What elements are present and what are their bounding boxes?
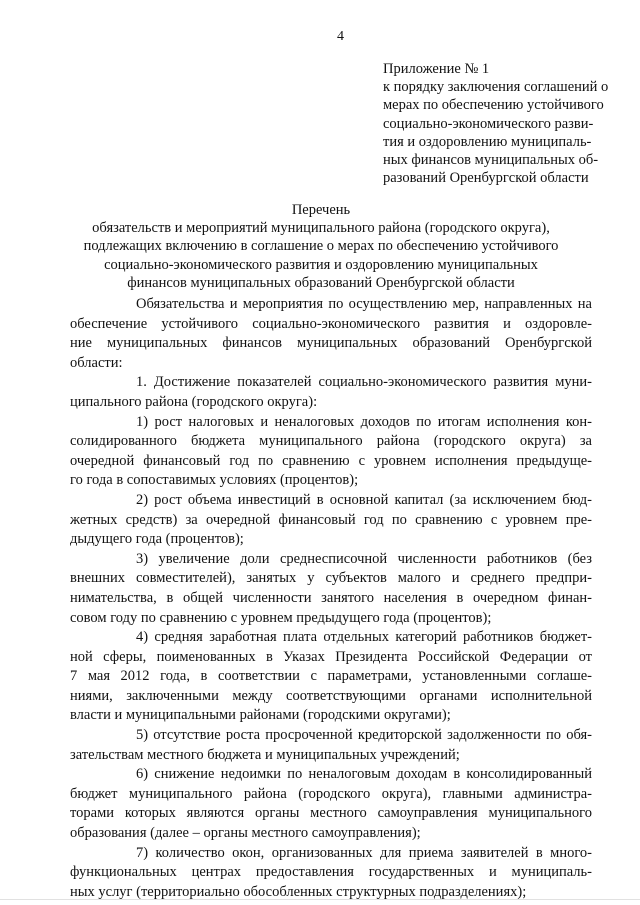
body-line: ниями, заключенными между соответствующими органами исполнительной [70, 687, 592, 704]
body-line: бюджет муниципального района (городского округа), главными администра- [70, 785, 592, 802]
appendix-header [383, 60, 618, 187]
appendix-line: мерах по обеспечению устойчивого [383, 97, 604, 114]
body-line: 7) количество окон, организованных для приема заявителей в много- [136, 844, 592, 861]
body-line: нимательства, в общей численности занятого населения в очередном финан- [70, 589, 592, 606]
body-line: внешних совместителей), занятых у субъектов малого и среднего предпри- [70, 570, 592, 587]
appendix-line: Приложение № 1 [383, 61, 490, 77]
body-line: 6) снижение недоимки по неналоговым доходам в консолидированный [136, 766, 592, 783]
body-line: 5) отсутствие роста просроченной кредиторской задолженности по обя- [136, 727, 592, 744]
title-line: обязательств и мероприятий муниципального района (городского округа), [92, 220, 550, 237]
appendix-line: разований Оренбургской области [383, 170, 589, 187]
body-line: 2) рост объема инвестиций в основной капитал (за исключением бюд- [136, 491, 592, 508]
body-line: 3) увеличение доли среднесписочной численности работников (без [136, 550, 592, 567]
body-line: го года в сопоставимых условиях (процентов); [70, 472, 359, 489]
document-title [56, 201, 586, 292]
body-line: власти и муниципальными районами (городскими округами); [70, 707, 451, 724]
body-line: ной сферы, поименованных в Указах Президента Российской Федерации от [70, 648, 592, 665]
title-line: финансов муниципальных образований Оренбургской области [127, 274, 515, 291]
scan-artifact [0, 899, 640, 900]
title-heading: Перечень [291, 202, 351, 218]
page-number: 4 [337, 29, 344, 44]
appendix-line: социально-экономического разви- [383, 115, 594, 132]
body-line: функциональных центрах предоставления государственных и муниципаль- [70, 864, 592, 881]
body-line: торами которых являются органы местного самоуправления муниципального [70, 805, 592, 822]
appendix-line: тия и оздоровлению муниципаль- [383, 133, 592, 150]
body-line: 4) средняя заработная плата отдельных категорий работников бюджет- [136, 629, 592, 646]
body-line: ципального района (городского округа): [70, 393, 318, 410]
body-line: зательствам местного бюджета и муниципальных учреждений; [70, 746, 460, 763]
body-line: области: [70, 354, 123, 371]
body-line: жетных средств) за очередной финансовый год по сравнению с уровнем пре- [70, 511, 592, 528]
body-line: очередной финансовый год по сравнению с уровнем исполнения предыдуще- [70, 452, 592, 469]
body-line: образования (далее – органы местного самоуправления); [70, 825, 421, 842]
body-line: 1. Достижение показателей социально-экономического развития муни- [136, 374, 592, 391]
document-body [70, 295, 592, 902]
appendix-line: к порядку заключения соглашений о [383, 79, 609, 96]
body-line: ние муниципальных финансов муниципальных образований Оренбургской [70, 335, 592, 352]
body-line: Обязательства и мероприятия по осуществлению мер, направленных на [136, 296, 592, 312]
body-line: 1) рост налоговых и неналоговых доходов по итогам исполнения кон- [136, 413, 592, 430]
body-line: ных услуг (территориально обособленных структурных подразделениях); [70, 883, 527, 900]
body-line: дыдущего года (процентов); [70, 531, 244, 548]
body-line: солидированного бюджета муниципального района (городского округа) за [70, 433, 592, 450]
body-line: обеспечение устойчивого социально-экономического развития и оздоровле- [70, 315, 592, 332]
body-line: совом году по сравнению с уровнем предыдущего года (процентов); [70, 609, 492, 626]
body-line: 7 мая 2012 года, в соответствии с параметрами, установленными соглаше- [70, 668, 592, 685]
title-line: подлежащих включению в соглашение о мерах по обеспечению устойчивого [83, 238, 559, 255]
appendix-line: ных финансов муниципальных об- [383, 152, 599, 169]
title-line: социально-экономического развития и оздоровлению муниципальных [104, 256, 538, 273]
